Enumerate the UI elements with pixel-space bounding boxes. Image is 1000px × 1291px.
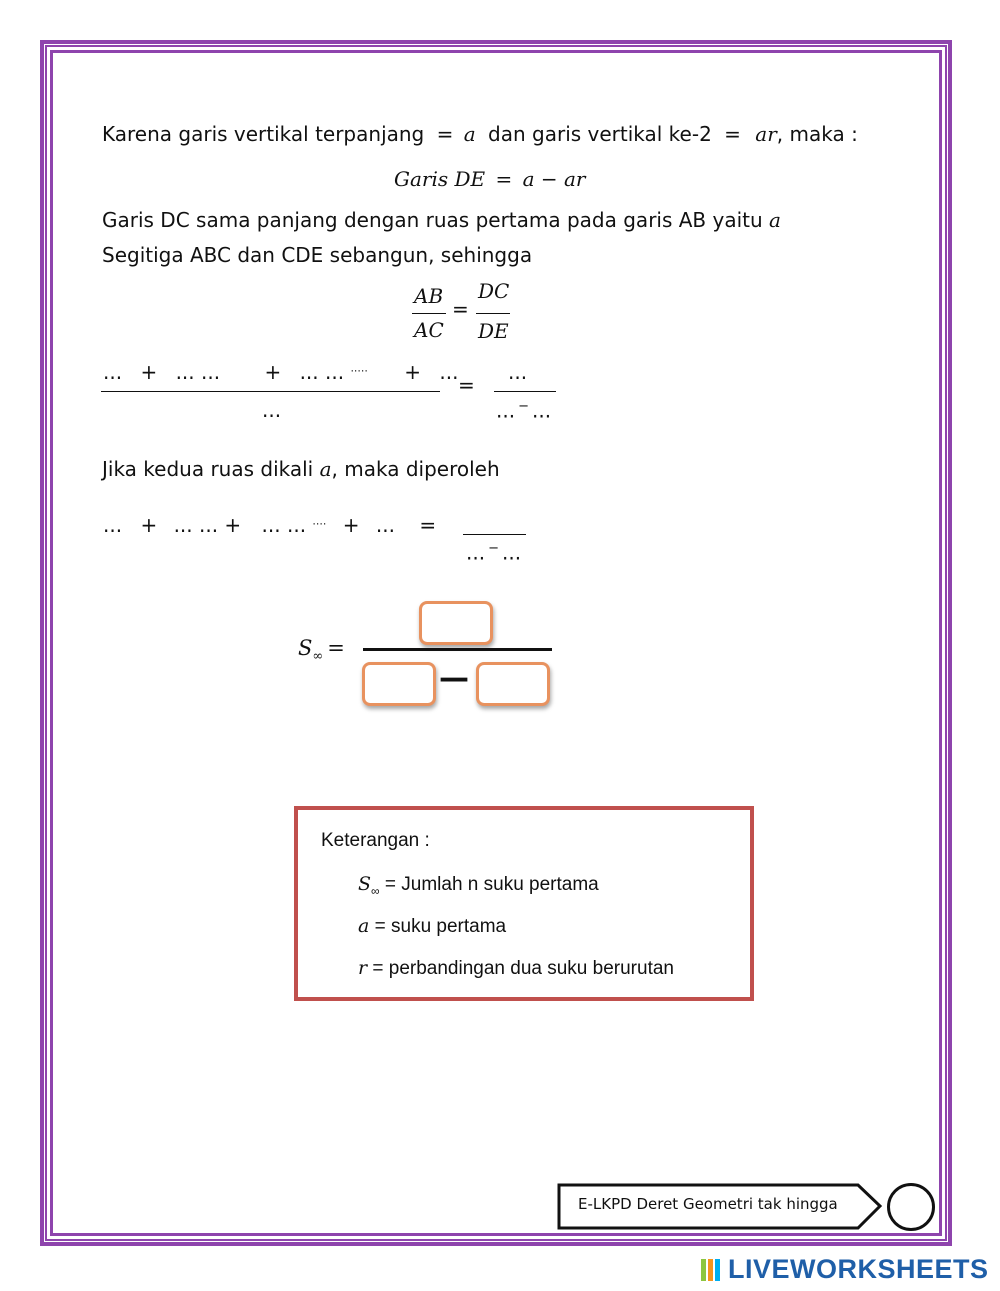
- legend-title: Keterangan :: [321, 830, 430, 851]
- garis-de-eq: =: [495, 167, 513, 191]
- frac-blank-denominator: ...: [262, 398, 282, 422]
- legend-desc-s: Jumlah n suku pertama: [401, 874, 599, 895]
- num-plus-3: +: [404, 360, 422, 384]
- legend-row-a: [358, 915, 506, 938]
- footer-label: E-LKPD Deret Geometri tak hingga: [578, 1195, 838, 1213]
- garis-de-rhs: a − ar: [522, 167, 586, 191]
- formula-lhs: [298, 638, 345, 663]
- ratio-bar-right: [476, 313, 510, 314]
- sum-rhs-den: [466, 542, 521, 563]
- formula-eq: =: [327, 636, 345, 660]
- ratio-num-dc: DC: [478, 279, 510, 303]
- frac-blank-numerator: [103, 362, 458, 382]
- legend-eq-s: =: [384, 874, 396, 895]
- legend-desc-r: perbandingan dua suku berurutan: [388, 958, 674, 979]
- num-term-3: ... ...: [299, 360, 345, 384]
- intro-text-3: , maka :: [776, 122, 858, 146]
- sum-rhs-den-left: ...: [466, 540, 486, 565]
- intro-var-ar: ar: [755, 122, 777, 146]
- jika-text-2: , maka diperoleh: [331, 457, 500, 481]
- sum-rhs-den-minus: −: [488, 541, 499, 556]
- sum-term-4: ...: [375, 513, 395, 537]
- legend-row-r: [358, 957, 674, 980]
- frac-blank-bar: [101, 391, 440, 392]
- liveworksheets-brand[interactable]: LIVEWORKSHEETS: [728, 1254, 989, 1284]
- formula-fraction-bar: [363, 648, 552, 651]
- frac-rhs-num: ...: [508, 360, 528, 384]
- formula-symbol: S: [298, 636, 313, 660]
- legend-sym-s: S: [358, 873, 372, 895]
- answer-box-denominator-left[interactable]: [362, 662, 436, 706]
- segitiga-line: Segitiga ABC dan CDE sebangun, sehingga: [102, 243, 533, 267]
- sum-eq: =: [419, 513, 437, 537]
- intro-eq-2: =: [724, 122, 741, 146]
- sum-term-3: ... ...: [261, 513, 307, 537]
- jika-text-1: Jika kedua ruas dikali: [102, 457, 314, 481]
- num-plus-1: +: [140, 360, 158, 384]
- frac-rhs-bar: [494, 391, 556, 392]
- sum-rhs-bar: [463, 534, 526, 535]
- frac-rhs-den-left: ...: [496, 398, 516, 423]
- garis-dc-var: a: [769, 208, 781, 232]
- frac-rhs-den: [496, 400, 551, 421]
- garis-de-label: Garis DE: [394, 167, 486, 191]
- frac-blank-eq: =: [458, 373, 475, 397]
- legend-box: [294, 806, 754, 1001]
- legend-desc-a: suku pertama: [391, 916, 507, 937]
- liveworksheets-logo-icon: [700, 1258, 722, 1282]
- sum-plus-2: +: [342, 513, 360, 537]
- garis-dc-text: Garis DC sama panjang dengan ruas pertama pada garis AB yaitu: [102, 208, 763, 232]
- sum-blank-line: [103, 515, 436, 535]
- intro-text-2: dan garis vertikal ke-2: [488, 122, 712, 146]
- ratio-den-de: DE: [478, 319, 509, 343]
- num-term-3-exp: .....: [350, 361, 368, 375]
- jika-var: a: [319, 457, 332, 481]
- sum-term-1: ...: [103, 513, 123, 537]
- num-term-2: ... ...: [175, 360, 221, 384]
- num-plus-2: +: [264, 360, 282, 384]
- legend-sym-a: a: [358, 915, 370, 937]
- sum-rhs-den-right: ...: [501, 540, 522, 565]
- formula-sub: ∞: [312, 649, 324, 665]
- page-number-circle: [887, 1183, 935, 1231]
- intro-var-a: a: [463, 122, 476, 146]
- formula-minus: —: [439, 661, 469, 696]
- sum-term-2: ... ... +: [173, 513, 242, 537]
- num-term-1: ...: [103, 360, 123, 384]
- legend-row-s: [358, 873, 599, 898]
- jika-line: [102, 459, 500, 479]
- answer-box-denominator-right[interactable]: [476, 662, 550, 706]
- frac-rhs-den-minus: −: [518, 399, 529, 414]
- ratio-bar-left: [412, 313, 446, 314]
- ratio-num-ab: AB: [414, 284, 444, 308]
- legend-eq-r: =: [372, 958, 384, 979]
- intro-line: [102, 124, 858, 144]
- legend-eq-a: =: [374, 916, 386, 937]
- intro-text-1: Karena garis vertikal terpanjang: [102, 122, 425, 146]
- intro-eq-1: =: [436, 122, 454, 146]
- sum-plus-1: +: [140, 513, 158, 537]
- garis-dc-line: [102, 210, 781, 230]
- ratio-eq: =: [452, 297, 469, 321]
- ratio-den-ac: AC: [414, 318, 444, 342]
- answer-box-numerator[interactable]: [419, 601, 493, 645]
- num-term-4: ...: [439, 360, 459, 384]
- legend-sym-r: r: [358, 957, 368, 979]
- sum-term-3-exp: ....: [312, 514, 327, 528]
- legend-sub-s: ∞: [371, 883, 380, 898]
- frac-rhs-den-right: ...: [531, 398, 552, 423]
- garis-de-equation: [394, 169, 586, 189]
